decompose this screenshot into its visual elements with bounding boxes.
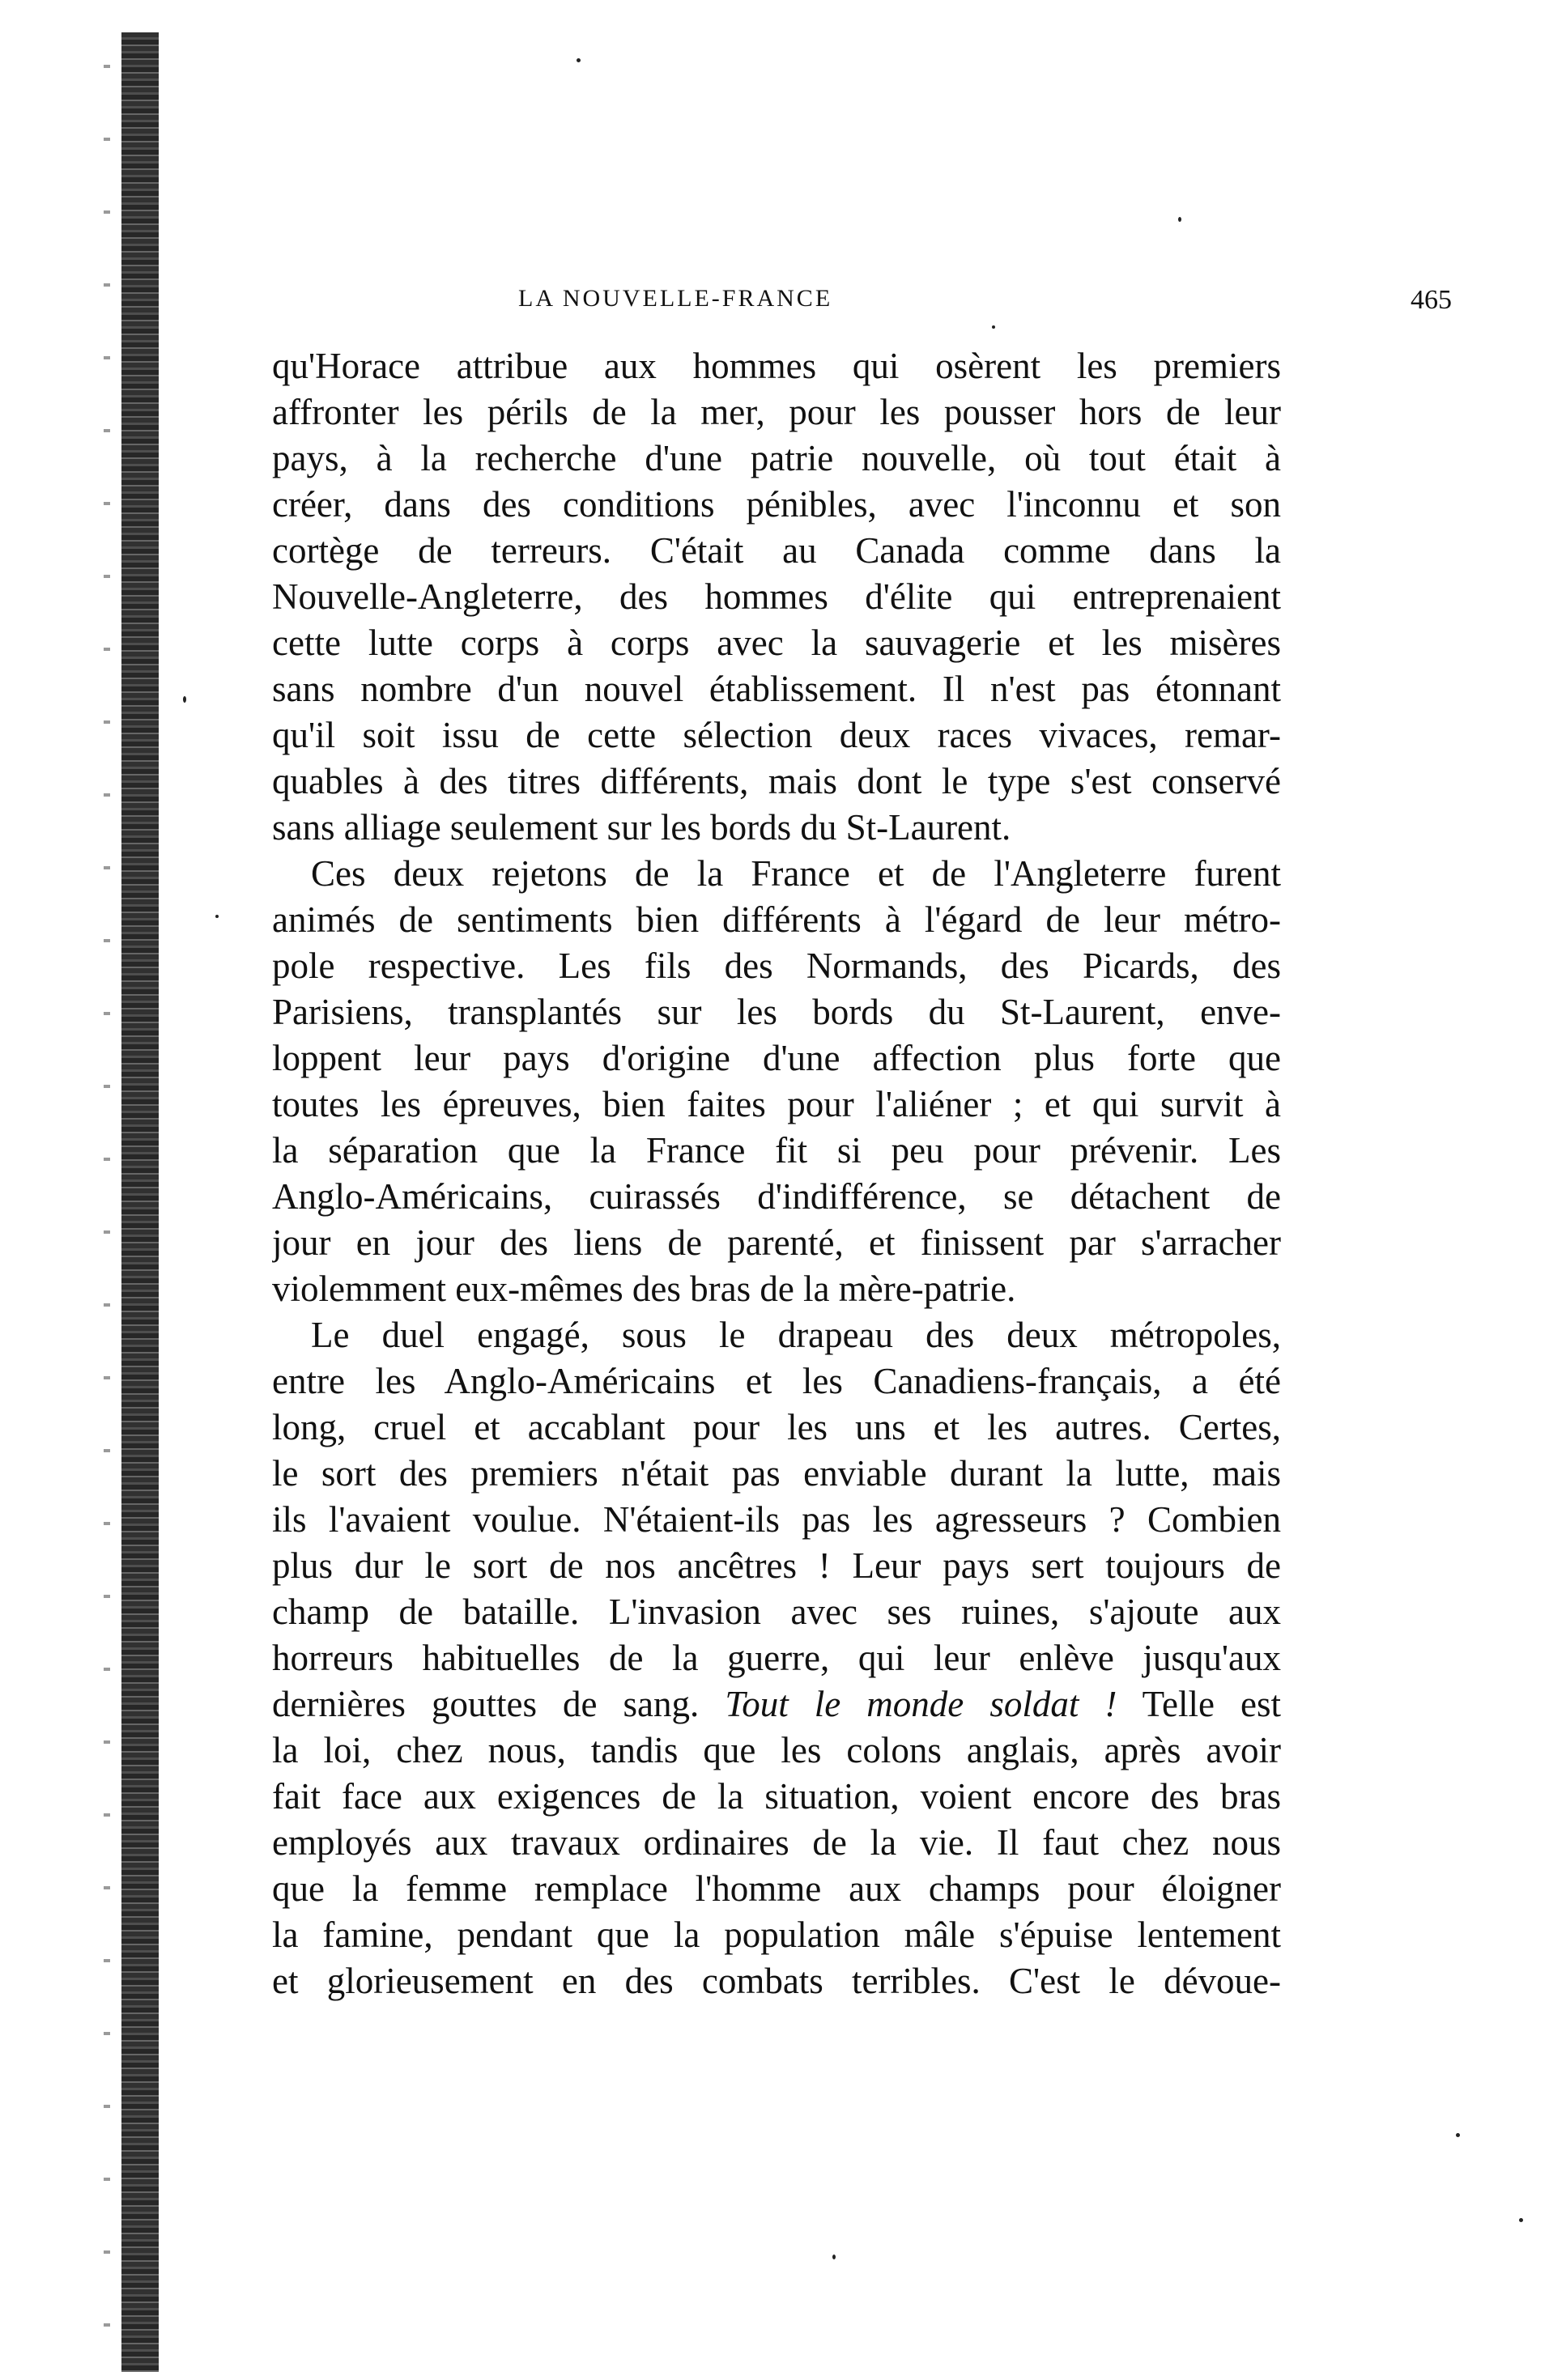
text-line: sans nombre d'un nouvel établissement. Il n'est pas étonnant (272, 669, 1281, 709)
text-line: champ de bataille. L'invasion avec ses ruines, s'ajoute aux (272, 1592, 1281, 1632)
text-line: créer, dans des conditions pénibles, avec l'inconnu et son (272, 484, 1281, 525)
running-title: LA NOUVELLE-FRANCE (518, 285, 833, 312)
text-line: sans alliage seulement sur les bords du St-Laurent. (272, 807, 1011, 848)
scan-speck (1456, 2133, 1460, 2137)
text-line: horreurs habituelles de la guerre, qui leur enlève jusqu'aux (272, 1638, 1281, 1678)
text-line: long, cruel et accablant pour les uns et les autres. Certes, (272, 1407, 1281, 1447)
text-line: Le duel engagé, sous le drapeau des deux métropoles, (311, 1315, 1281, 1355)
italic-phrase: Tout le monde soldat ! (725, 1684, 1117, 1724)
text-line: employés aux travaux ordinaires de la vie. Il faut chez nous (272, 1822, 1281, 1863)
text-line: ils l'avaient voulue. N'étaient-ils pas les agresseurs ? Combien (272, 1499, 1281, 1540)
scan-speck (577, 58, 581, 62)
text-line: cette lutte corps à corps avec la sauvagerie et les misères (272, 623, 1281, 663)
line-start: dernières gouttes de sang. (272, 1684, 726, 1724)
page-number: 465 (1411, 285, 1452, 315)
scan-speck (183, 696, 186, 703)
text-line: quables à des titres différents, mais dont le type s'est conservé (272, 761, 1281, 801)
paragraph-1 (272, 343, 1281, 851)
text-line: la séparation que la France fit si peu pour prévenir. Les (272, 1130, 1281, 1171)
text-line: entre les Anglo-Américains et les Canadiens-français, a été (272, 1361, 1281, 1401)
text-line: jour en jour des liens de parenté, et finissent par s'arracher (272, 1222, 1281, 1263)
text-line: Parisiens, transplantés sur les bords du St-Laurent, enve- (272, 992, 1281, 1032)
text-line: animés de sentiments bien différents à l'égard de leur métro- (272, 899, 1281, 940)
text-line: pays, à la recherche d'une patrie nouvelle, où tout était à (272, 438, 1281, 478)
text-line: Anglo-Américains, cuirassés d'indifférence, se détachent de (272, 1176, 1281, 1217)
text-line: qu'Horace attribue aux hommes qui osèrent les premiers (272, 346, 1281, 386)
scan-speck (215, 915, 219, 918)
text-line: pole respective. Les fils des Normands, des Picards, des (272, 946, 1281, 986)
text-line: affronter les périls de la mer, pour les pousser hors de leur (272, 392, 1281, 432)
scan-speck (992, 325, 995, 329)
text-line-with-italic (272, 1681, 1281, 1728)
text-line: Ces deux rejetons de la France et de l'Angleterre furent (311, 853, 1281, 894)
body-text (272, 343, 1281, 2004)
text-line: Nouvelle-Angleterre, des hommes d'élite qui entreprenaient (272, 576, 1281, 617)
scan-speck (1519, 2218, 1523, 2222)
text-line: cortège de terreurs. C'était au Canada comme dans la (272, 530, 1281, 571)
text-line: et glorieusement en des combats terribles. C'est le dévoue- (272, 1961, 1281, 2001)
text-line: la famine, pendant que la population mâle s'épuise lentement (272, 1915, 1281, 1955)
text-line: plus dur le sort de nos ancêtres ! Leur pays sert toujours de (272, 1545, 1281, 1586)
scan-speck (1178, 217, 1181, 222)
text-line: fait face aux exigences de la situation, voient encore des bras (272, 1776, 1281, 1817)
text-line: que la femme remplace l'homme aux champs pour éloigner (272, 1868, 1281, 1909)
line-end: Telle est (1117, 1684, 1281, 1724)
text-line: violemment eux-mêmes des bras de la mère-patrie. (272, 1269, 1016, 1309)
scan-speck (832, 2255, 836, 2259)
text-line: qu'il soit issu de cette sélection deux races vivaces, remar- (272, 715, 1281, 755)
book-binding-edge (121, 32, 159, 2372)
paragraph-2 (272, 851, 1281, 1312)
text-line: toutes les épreuves, bien faites pour l'aliéner ; et qui survit à (272, 1084, 1281, 1124)
paragraph-3 (272, 1312, 1281, 2004)
text-line: le sort des premiers n'était pas enviable durant la lutte, mais (272, 1453, 1281, 1494)
running-head (518, 285, 1490, 325)
text-line: loppent leur pays d'origine d'une affection plus forte que (272, 1038, 1281, 1078)
text-line: la loi, chez nous, tandis que les colons anglais, après avoir (272, 1730, 1281, 1770)
